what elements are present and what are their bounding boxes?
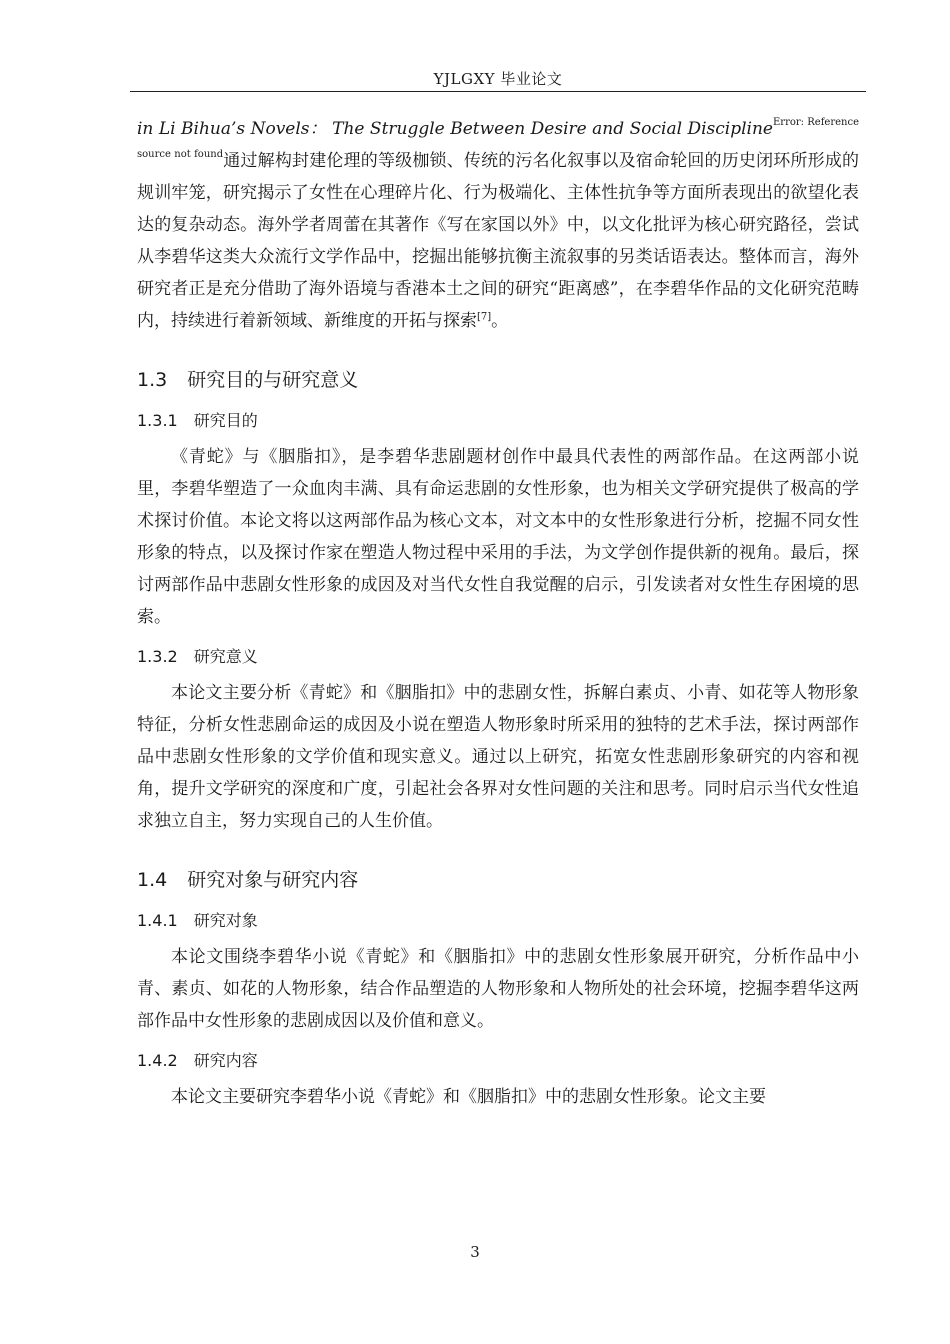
intro-text: 通过解构封建伦理的等级枷锁、传统的污名化叙事以及宿命轮回的历史闭环所形成的规训牢笼，研究揭示了女性在心理碎片化、行为极端化、主体性抗争等方面所表现出的欲望化表达的复杂动态。海外学者周蕾在其著作《写在家国以外》中，以文化批评为核心研究路径，尝试从李碧华这类大众流行文学作品中，挖掘出能够抗衡主流叙事的另类话语表达。整体而言，海外研究者正是充分借助了海外语境与香港本土之间的研究“距离感”，在李碧华作品的文化研究范畴内，持续进行着新领域、新维度的开拓与探索: [137, 151, 860, 331]
subsection-heading-1-3-2: [137, 645, 859, 669]
page-number: 3: [470, 1243, 480, 1261]
intro-end: 。: [491, 311, 509, 331]
section-number: 1.4: [137, 869, 168, 891]
subsection-title: 研究意义: [193, 647, 258, 666]
paragraph-research-significance: 本论文主要分析《青蛇》和《胭脂扣》中的悲剧女性，拆解白素贞、小青、如花等人物形象特征，分析女性悲剧命运的成因及小说在塑造人物形象时所采用的独特的艺术手法，探讨两部作品中悲剧女性形象的文学价值和现实意义。通过以上研究，拓宽女性悲剧形象研究的内容和视角，提升文学研究的深度和广度，引起社会各界对女性问题的关注和思考。同时启示当代女性追求独立自主，努力实现自己的人生价值。: [137, 683, 859, 831]
subsection-number: 1.3.2: [137, 647, 178, 666]
subsection-heading-1-4-2: [137, 1049, 859, 1073]
paragraph-research-object: 本论文围绕李碧华小说《青蛇》和《胭脂扣》中的悲剧女性形象展开研究，分析作品中小青、素贞、如花的人物形象，结合作品塑造的人物形象和人物所处的社会环境，挖掘李碧华这两部作品中女性形象的悲剧成因以及价值和意义。: [137, 947, 859, 1031]
subsection-number: 1.4.1: [137, 911, 178, 930]
header-rule: [130, 91, 866, 92]
section-title: 研究对象与研究内容: [187, 869, 359, 891]
citation-ref: [7]: [477, 311, 492, 323]
paragraph-research-content: 本论文主要研究李碧华小说《青蛇》和《胭脂扣》中的悲剧女性形象。论文主要: [171, 1087, 766, 1107]
subsection-number: 1.4.2: [137, 1051, 178, 1070]
page-header: YJLGXY 毕业论文: [433, 70, 563, 88]
section-title: 研究目的与研究意义: [187, 369, 359, 391]
section-number: 1.3: [137, 369, 168, 391]
section-heading-1-3: [137, 367, 859, 393]
subsection-title: 研究目的: [193, 411, 258, 430]
subsection-heading-1-4-1: [137, 909, 859, 933]
reference-error-note: Error: Reference source not found: [137, 117, 859, 160]
subsection-number: 1.3.1: [137, 411, 178, 430]
paragraph-research-purpose: 《青蛇》与《胭脂扣》，是李碧华悲剧题材创作中最具代表性的两部作品。在这两部小说里，李碧华塑造了一众血肉丰满、具有命运悲剧的女性形象，也为相关文学研究提供了极高的学术探讨价值。本论文将以这两部作品为核心文本，对文本中的女性形象进行分析，挖掘不同女性形象的特点，以及探讨作家在塑造人物过程中采用的手法，为文学创作提供新的视角。最后，探讨两部作品中悲剧女性形象的成因及对当代女性自我觉醒的启示，引发读者对女性生存困境的思索。: [137, 447, 859, 627]
section-heading-1-4: [137, 867, 859, 893]
intro-paragraph: [137, 113, 859, 337]
page-content: [137, 113, 859, 1113]
english-paper-title: in Li Bihua’s Novels： The Struggle Between Desire and Social Discipline: [137, 119, 773, 139]
subsection-title: 研究对象: [193, 911, 258, 930]
subsection-title: 研究内容: [193, 1051, 258, 1070]
subsection-heading-1-3-1: [137, 409, 859, 433]
